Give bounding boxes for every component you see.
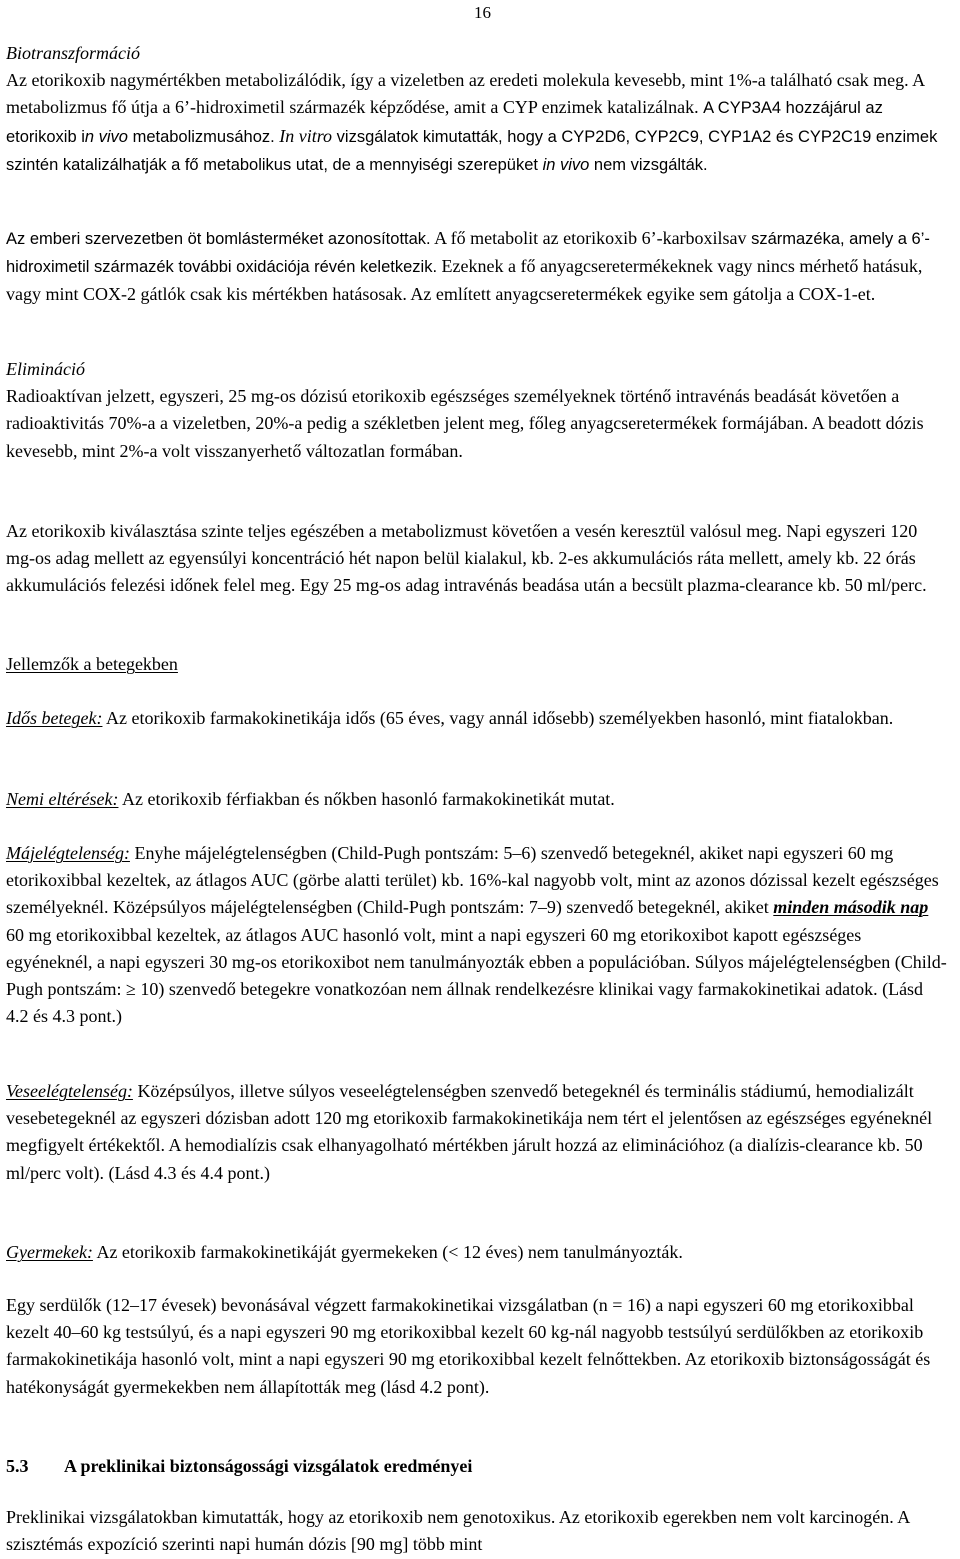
renal-label: Veseelégtelenség: — [6, 1081, 133, 1101]
children-label: Gyermekek: — [6, 1242, 93, 1262]
page-number: 16 — [474, 3, 491, 22]
adolescent-paragraph: Egy serdülők (12–17 évesek) bevonásával végzett farmakokinetikai vizsgálatban (n = 16) a napi egyszeri 60 mg etorikoxibbal kezelt 40–60 kg testsúlyú, és a napi egyszeri 90 mg etorikoxibbal kezelt 60 kg-nál nagyobb testsúlyú serdülőkben az etorikoxib farmakokinetikája hasonló volt, mint a napi egyszeri 90 mg etorikoxibbal kezelt felnőttekben. Az etorikoxib biztonságosságát és hatékonyságát gyermekekben nem állapították meg (lásd 4.2 pont). — [6, 1295, 931, 1397]
metabolites-paragraph: Az emberi szervezetben öt bomlásterméket azonosítottak. A fő metabolit az etorikoxib 6’-karboxilsav származéka, amely a 6’-hidroximetil származék további oxidációja révén keletkezik. Ezeknek a fő anyagcseretermékeknek vagy nincs mérhető hatásuk, vagy mint COX-2 gátlók csak kis mértékben hatásosak. Az említett anyagcseretermékek egyike sem gátolja a COX-1-et. — [6, 228, 930, 305]
elderly-paragraph: Idős betegek: Az etorikoxib farmakokinetikája idős (65 éves, vagy annál idősebb) személyekben hasonló, mint fiatalokban. — [6, 708, 894, 728]
section-number: 5.3 — [6, 1456, 29, 1476]
section-5-3-heading — [6, 1453, 948, 1480]
section-title: A preklinikai biztonságossági vizsgálatok eredményei — [64, 1456, 473, 1476]
biotransformation-title: Biotranszformáció — [6, 43, 141, 63]
hepatic-emphasis: minden második nap — [773, 897, 929, 918]
hepatic-label: Májelégtelenség: — [6, 843, 130, 863]
children-paragraph: Gyermekek: Az etorikoxib farmakokinetikáját gyermekeken (< 12 éves) nem tanulmányozták. — [6, 1242, 683, 1262]
hepatic-paragraph: Májelégtelenség: Enyhe májelégtelenségben (Child-Pugh pontszám: 5–6) szenvedő betegeknél, akiket napi egyszeri 60 mg etorikoxibbal kezeltek, az átlagos AUC (görbe alatti terület) kb. 16%-kal nagyobb volt, mint az azonos dózissal kezelt egészséges személyeknél. Középsúlyos májelégtelenségben (Child-Pugh pontszám: 7–9) szenvedő betegeknél, akiket minden második nap 60 mg etorikoxibbal kezeltek, az átlagos AUC hasonló volt, mint a napi egyszeri 60 mg etorikoxibot kapott egészséges egyéneknél, a napi egyszeri 30 mg-os etorikoxibot nem tanulmányozták ebben a populációban. Súlyos májelégtelenségben (Child-Pugh pontszám: ≥ 10) szenvedő betegekre vonatkozóan nem állnak rendelkezésre klinikai vagy farmakokinetikai adatok. (Lásd 4.2 és 4.3 pont.) — [6, 843, 947, 1027]
elimination-paragraph-2: Az etorikoxib kiválasztása szinte teljes egészében a metabolizmust követően a vesén keresztül valósul meg. Napi egyszeri 120 mg-os adag mellett az egyensúlyi koncentráció hét napon belül kialakul, kb. 2-es akkumulációs ráta mellett, amely kb. 22 órás akkumulációs felezési időnek felel meg. Egy 25 mg-os adag intravénás beadása után a becsült plazma-clearance kb. 50 ml/perc. — [6, 521, 927, 596]
biotransformation-paragraph-1: Az etorikoxib nagymértékben metabolizálódik, így a vizeletben az eredeti molekula kevesebb, mint 1%-a található csak meg. A metabolizmus fő útja a 6’-hidroximetil származék képződése, amit a CYP enzimek katalizálnak. A CYP3A4 hozzájárul az etorikoxib in vivo metabolizmusához. In vitro vizsgálatok kimutatták, hogy a CYP2D6, CYP2C9, CYP1A2 és CYP2C19 enzimek szintén katalizálhatják a fő metabolikus utat, de a mennyiségi szerepüket in vivo nem vizsgálták. — [6, 70, 938, 174]
elimination-paragraph-1: Radioaktívan jelzett, egyszeri, 25 mg-os dózisú etorikoxib egészséges személyeknek történő intravénás beadását követően a radioaktivitás 70%-a a vizeletben, 20%-a pedig a székletben jelent meg, főleg anyagcseretermékek formájában. A beadott dózis kevesebb, mint 2%-a volt visszanyerhető változatlan formában. — [6, 386, 924, 461]
gender-paragraph: Nemi eltérések: Az etorikoxib férfiakban és nőkben hasonló farmakokinetikát mutat. — [6, 789, 615, 809]
elimination-section — [6, 356, 948, 465]
renal-paragraph: Veseelégtelenség: Középsúlyos, illetve súlyos veseelégtelenségben szenvedő betegeknél és terminális stádiumú, hemodializált vesebetegeknél az egyszeri dózisban adott 120 mg etorikoxib farmakokinetikája nem tért el jelentősen az egészséges egyéneknél megfigyelt értékektől. A hemodialízis csak elhanyagolható mértékben járult hozzá az eliminációhoz (a dialízis-clearance kb. 50 ml/perc volt). (Lásd 4.3 és 4.4 pont.) — [6, 1081, 933, 1183]
patient-characteristics-title: Jellemzők a betegekben — [6, 654, 178, 674]
biotransformation-section — [6, 40, 948, 179]
patient-characteristics-title-wrap — [6, 651, 948, 678]
elderly-label: Idős betegek: — [6, 708, 103, 728]
elimination-title: Elimináció — [6, 359, 85, 379]
gender-label: Nemi eltérések: — [6, 789, 119, 809]
preclinical-paragraph: Preklinikai vizsgálatokban kimutatták, hogy az etorikoxib nem genotoxikus. Az etorikoxib egerekben nem volt karcinogén. A szisztémás expozíció szerinti napi humán dózis [90 mg] több mint — [6, 1507, 910, 1555]
